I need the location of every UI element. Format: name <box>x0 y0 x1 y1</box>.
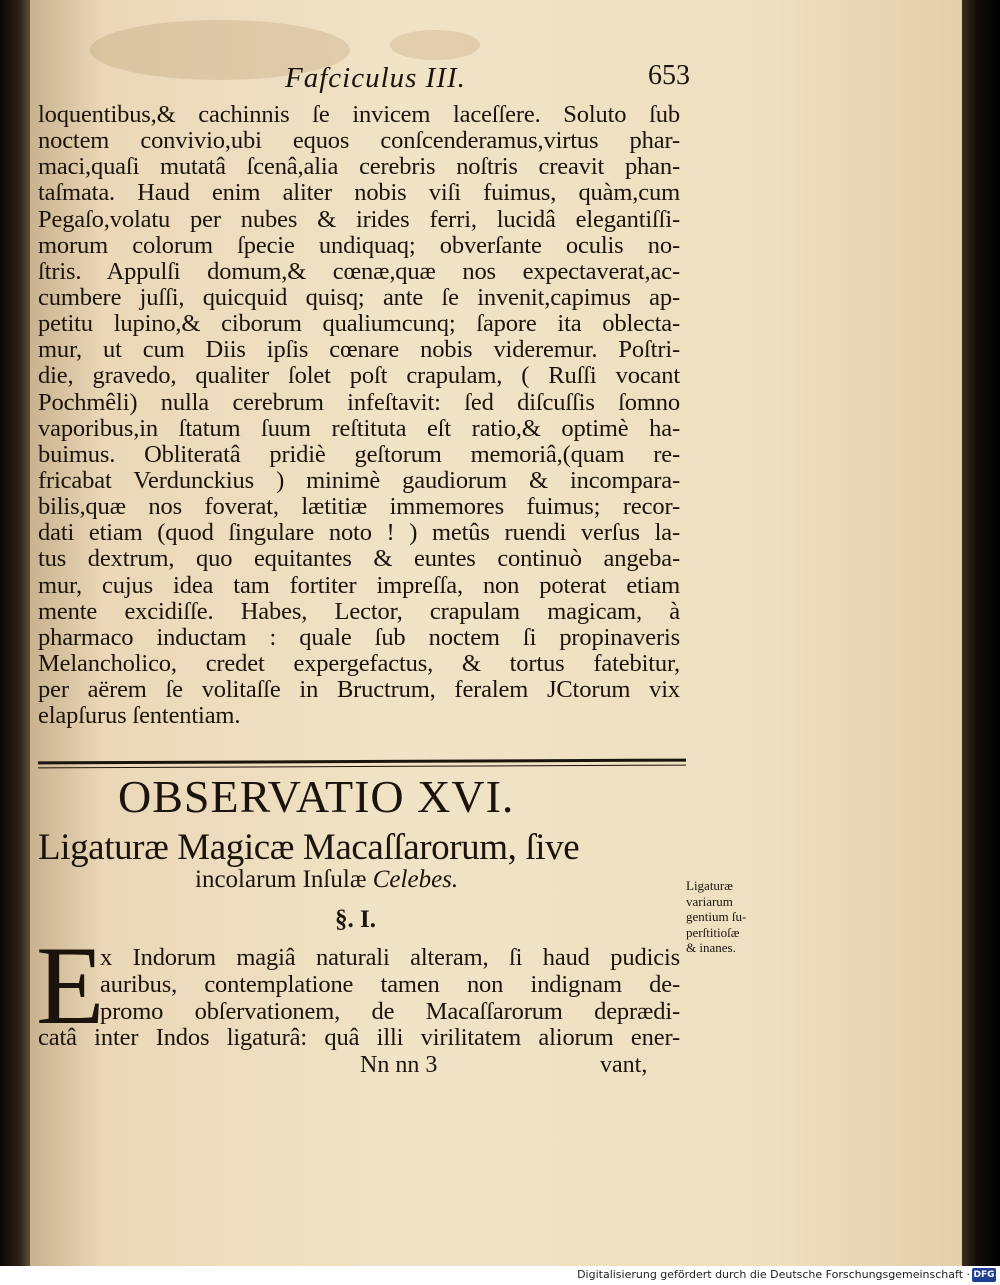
footer-bar <box>0 1266 1000 1285</box>
text-line: tus dextrum, quo equitantes & euntes continuò angeba- <box>38 546 680 573</box>
catchword: vant, <box>600 1052 648 1078</box>
running-head: Fafciculus III. <box>285 62 466 94</box>
text-line: noctem convivio,ubi equos conſcenderamus,virtus phar- <box>38 128 680 155</box>
text-line: bilis,quæ nos foverat, lætitiæ immemores fuimus; recor- <box>38 494 680 521</box>
text-line: x Indorum magiâ naturali alteram, ſi haud pudicis <box>100 944 680 971</box>
text-line: morum colorum ſpecie undiquaq; obverſante oculis no- <box>38 232 680 259</box>
page-edge <box>962 0 1000 1266</box>
text-line: mur, ut cum Diis ipſis cœnare nobis videremur. Poſtri- <box>38 337 680 364</box>
text-line: pharmaco inductam : quale ſub noctem ſi propinaveris <box>38 624 680 651</box>
text-line: taſmata. Haud enim aliter nobis viſi fuimus, quàm,cum <box>38 180 680 207</box>
text-line: loquentibus,& cachinnis ſe invicem laceſſere. Soluto ſub <box>38 102 680 128</box>
text-line: mur, cujus idea tam fortiter impreſſa, non poterat etiam <box>38 572 680 599</box>
observatio-subtitle-1: Ligaturæ Magicæ Macaſſarorum, ſive <box>38 827 580 868</box>
text-line: buimus. Obliteratâ pridiè geſtorum memoriâ,(quam re- <box>38 441 680 468</box>
text-line: petitu lupino,& ciborum qualiumcunq; ſapore ita oblecta- <box>38 311 680 338</box>
text-line: maci,quaſi mutatâ ſcenâ,alia cerebris noſtris creavit phan- <box>38 154 680 181</box>
marginal-note <box>686 878 796 956</box>
text-line: Pochmêli) nulla cerebrum infeſtavit: ſed diſcuſſis ſomno <box>38 389 680 416</box>
body-text <box>38 102 680 729</box>
marginal-line: variarum <box>686 893 733 909</box>
signature-mark: Nn nn 3 <box>360 1052 438 1078</box>
observatio-subtitle-2 <box>195 866 458 894</box>
text-line: elapſurus ſententiam. <box>38 703 241 730</box>
text-line: Melancholico, credet expergefactus, & tortus fatebitur, <box>38 650 680 677</box>
drop-cap: E <box>36 924 105 1048</box>
page-number: 653 <box>648 60 690 91</box>
text-line: per aërem ſe volitaſſe in Bructrum, feralem JCtorum vix <box>38 677 680 704</box>
text-line: dati etiam (quod ſingulare noto ! ) metûs ruendi verſus la- <box>38 520 680 547</box>
subtitle-italic: Celebes. <box>372 866 459 893</box>
text-line: mente excidiſſe. Habes, Lector, crapulam magicam, à <box>38 598 680 625</box>
marginal-line: perſtitioſæ <box>686 924 740 940</box>
paper-stain <box>390 30 480 60</box>
text-line: cumbere juſſi, quicquid quisq; ante ſe invenit,capimus ap- <box>38 284 680 311</box>
observatio-title: OBSERVATIO XVI. <box>118 771 515 822</box>
text-line: catâ inter Indos ligaturâ: quâ illi virilitatem aliorum ener- <box>38 1024 680 1052</box>
text-line: vaporibus,in ſtatum ſuum reſtituta eſt ratio,& optimè ha- <box>38 415 680 442</box>
text-line: Pegaſo,volatu per nubes & irides ferri, lucidâ elegantiſſi- <box>38 206 680 233</box>
funding-credit: Digitalisierung gefördert durch die Deutsche Forschungsgemeinschaft · <box>577 1268 970 1281</box>
dfg-logo[interactable]: DFG <box>973 1270 995 1280</box>
text-line: promo obſervationem, de Macaſſarorum deprædi- <box>100 997 680 1025</box>
section-heading: §. I. <box>335 906 376 933</box>
paragraph <box>38 944 680 1052</box>
text-line: fricabat Verdunckius ) minimè gaudiorum & incompara- <box>38 467 680 494</box>
marginal-line: gentium ſu- <box>686 909 747 924</box>
text-line: ſtris. Appulſi domum,& cœnæ,quæ nos expectaverat,ac- <box>38 258 680 285</box>
text-line: auribus, contemplatione tamen non indignam de- <box>100 970 680 998</box>
marginal-line: Ligaturæ <box>686 878 733 893</box>
subtitle-prefix: incolarum Inſulæ <box>195 866 373 893</box>
text-line: die, gravedo, qualiter ſolet poſt crapulam, ( Ruſſi vocant <box>38 363 680 390</box>
marginal-line: & inanes. <box>686 940 736 955</box>
